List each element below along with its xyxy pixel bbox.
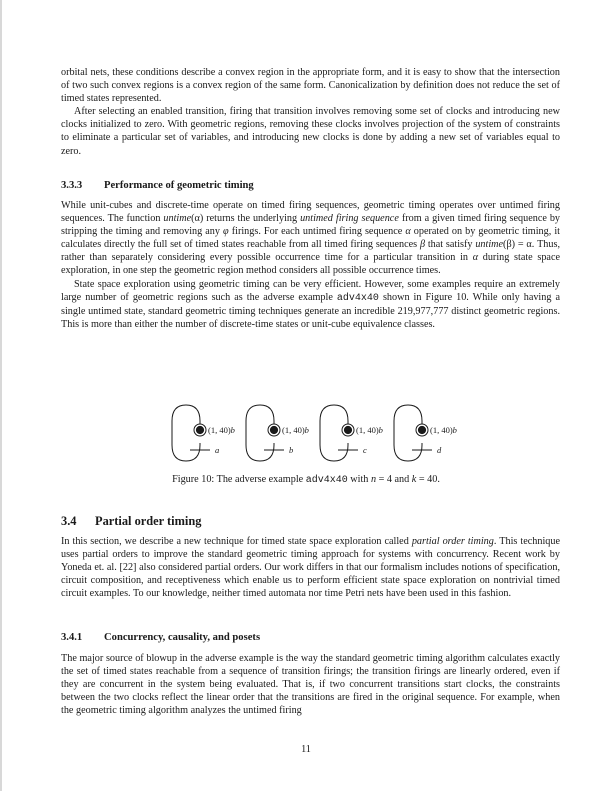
net-a-place-label: (1, 40)b (208, 425, 235, 435)
paragraph-partial-order: In this section, we describe a new technique for timed state space exploration called partial order timing. This technique uses partial orders to improve the standard geometric timing approach for systems with concurrency. Recent work by Yoneda et. al. [22] also considered partial orders. Our work differs in that our formalism includes notions of specification, circuit composition, and receptiveness which enable us to perform efficient state space exploration on nontrivial timed circuit examples. To our knowledge, neither timed automata nor time Petri nets have been used in this fashion. (61, 536, 560, 600)
net-c-transition-label: c (363, 445, 367, 455)
net-b-transition-label: b (289, 445, 294, 455)
section-title: Partial order timing (95, 514, 202, 528)
net-c (320, 405, 358, 461)
section-number: 3.4.1 (61, 632, 83, 643)
net-b (246, 405, 284, 461)
paragraph-efficiency: State space exploration using geometric timing can be very efficient. However, some examples require an extremely large number of geometric regions such as the adverse example adv4x40 shown in Figure 10. While only having a single untimed state, standard geometric timing techniques generate an incredible 219,977,777 distinct geometric regions. This is more than either the number of discrete-time states or unit-cube equivalence classes. (61, 278, 560, 330)
net-d (394, 405, 432, 461)
paragraph-blowup: The major source of blowup in the adverse example is the way the standard geometric timing algorithm calculates exactly the set of timed states reachable from a sequence of transition firings; the transition firings are linearly ordered, even if they are concurrent in the system being evaluated. That is, if two concurrent transitions start clocks, the constraints between the two clocks reflect the linear order that the transitions are fired in the original sequence. For example, when the geometric timing algorithm analyzes the untimed firing (61, 653, 560, 717)
figure-10-caption: Figure 10: The adverse example adv4x40 with n = 4 and k = 40. (172, 474, 440, 486)
petri-net-diagram (160, 393, 490, 468)
section-3-4-1-text (61, 652, 560, 717)
section-title: Performance of geometric timing (104, 180, 254, 191)
section-number: 3.3.3 (61, 180, 83, 191)
intro-text (61, 66, 560, 158)
section-heading-3-4-1 (61, 632, 260, 643)
net-a (172, 405, 210, 461)
section-3-4-text (61, 535, 560, 600)
net-d-place-label: (1, 40)b (430, 425, 457, 435)
section-title: Concurrency, causality, and posets (104, 632, 261, 643)
code-adv4x40: adv4x40 (336, 292, 379, 304)
section-heading-3-3-3 (61, 180, 254, 191)
net-d-transition-label: d (437, 445, 442, 455)
section-heading-3-4 (61, 514, 201, 529)
section-3-3-3-text (61, 199, 560, 331)
page-number: 11 (301, 744, 311, 755)
net-a-transition-label: a (215, 445, 220, 455)
paragraph-canonicalization: orbital nets, these conditions describe a convex region in the appropriate form, and it is easy to show that the intersection of two such convex regions is a convex region of the same form. Canonicalization by definition does not reduce the set of timed states represented. (61, 67, 560, 105)
net-c-place-label: (1, 40)b (356, 425, 383, 435)
paragraph-firing: After selecting an enabled transition, firing that transition involves removing some set of clocks and introducing new clocks initialized to zero. With geometric regions, removing these clocks involves projection of the system of constraints to eliminate a particular set of variables, and introducing new clocks is done by adding a new set of variables equal to zero. (61, 106, 560, 157)
net-b-place-label: (1, 40)b (282, 425, 309, 435)
section-number: 3.4 (61, 514, 77, 528)
figure-10 (160, 393, 490, 468)
scan-edge (0, 0, 2, 791)
paragraph-untime: While unit-cubes and discrete-time operate on timed firing sequences, geometric timing operates over untimed firing sequences. The function untime(α) returns the underlying untimed firing sequence from a given timed firing sequence by stripping the timing and removing any φ firings. For each untimed firing sequence α operated on by geometric timing, it calculates directly the full set of timed states reachable from all timed firing sequences β that satisfy untime(β) = α. Thus, rather than separately considering every possible occurrence time for a particular transition in α during state space exploration, in one step the geometric region method considers all possible occurrence times. (61, 200, 561, 277)
